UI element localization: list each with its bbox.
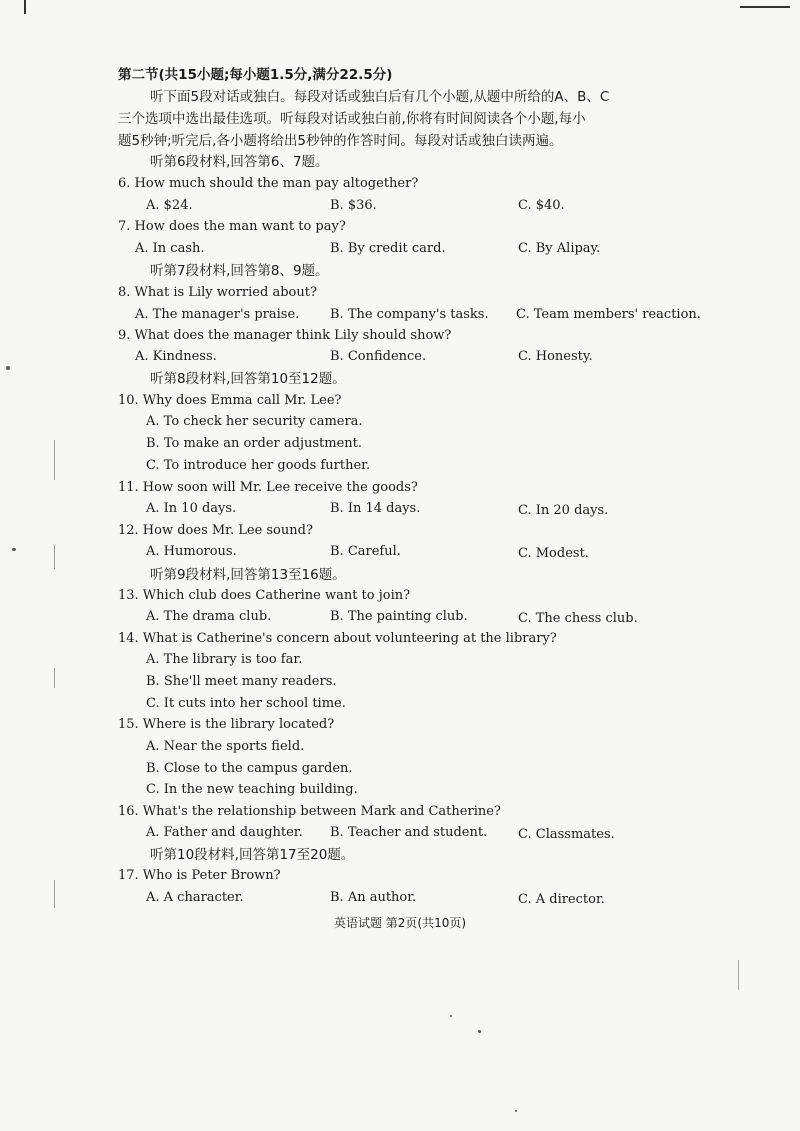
- q11-option-a[interactable]: A. In 10 days.: [146, 501, 237, 516]
- q12-option-a[interactable]: A. Humorous.: [146, 544, 237, 559]
- q9-option-b[interactable]: B. Confidence.: [330, 349, 427, 364]
- question-7: 7. How does the man want to pay?: [118, 219, 346, 234]
- q10-option-b[interactable]: B. To make an order adjustment.: [146, 436, 362, 451]
- scan-mark-top-left: [24, 0, 26, 14]
- q15-option-c[interactable]: C. In the new teaching building.: [146, 782, 358, 797]
- passage-7-heading: 听第7段材料,回答第8、9题。: [150, 263, 329, 279]
- q17-option-b[interactable]: B. An author.: [330, 890, 417, 905]
- q15-option-b[interactable]: B. Close to the campus garden.: [146, 761, 353, 776]
- q8-option-b[interactable]: B. The company's tasks.: [330, 307, 489, 322]
- q17-option-c[interactable]: C. A director.: [518, 892, 605, 907]
- question-11: 11. How soon will Mr. Lee receive the goods?: [118, 480, 418, 495]
- q8-option-a[interactable]: A. The manager's praise.: [135, 307, 300, 322]
- question-10: 10. Why does Emma call Mr. Lee?: [118, 393, 342, 408]
- q12-option-c[interactable]: C. Modest.: [518, 546, 589, 561]
- q9-option-a[interactable]: A. Kindness.: [135, 349, 217, 364]
- scan-speck-4: [450, 1015, 452, 1017]
- q13-option-b[interactable]: B. The painting club.: [330, 609, 468, 624]
- scan-mark-top-right: [740, 6, 790, 8]
- q16-option-c[interactable]: C. Classmates.: [518, 827, 615, 842]
- q6-option-b[interactable]: B. $36.: [330, 198, 377, 213]
- question-13: 13. Which club does Catherine want to join?: [118, 588, 411, 603]
- scan-speck-3: [478, 1030, 481, 1033]
- q6-option-c[interactable]: C. $40.: [518, 198, 565, 213]
- q7-option-b[interactable]: B. By credit card.: [330, 241, 446, 256]
- q14-option-b[interactable]: B. She'll meet many readers.: [146, 674, 337, 689]
- passage-6-heading: 听第6段材料,回答第6、7题。: [150, 154, 329, 170]
- scan-mark-left-2: [54, 545, 55, 569]
- question-9: 9. What does the manager think Lily should show?: [118, 328, 452, 343]
- scan-mark-left-3: [54, 668, 55, 688]
- instructions-line-3: 题5秒钟;听完后,各小题将给出5秒钟的作答时间。每段对话或独白读两遍。: [118, 133, 563, 149]
- passage-9-heading: 听第9段材料,回答第13至16题。: [150, 567, 346, 583]
- q13-option-c[interactable]: C. The chess club.: [518, 611, 638, 626]
- q11-option-b[interactable]: B. In 14 days.: [330, 501, 421, 516]
- q7-option-a[interactable]: A. In cash.: [135, 241, 205, 256]
- passage-8-heading: 听第8段材料,回答第10至12题。: [150, 371, 346, 387]
- q10-option-c[interactable]: C. To introduce her goods further.: [146, 458, 371, 473]
- q14-option-c[interactable]: C. It cuts into her school time.: [146, 696, 346, 711]
- instructions-line-2: 三个选项中选出最佳选项。听每段对话或独白前,你将有时间阅读各个小题,每小: [118, 111, 586, 127]
- passage-10-heading: 听第10段材料,回答第17至20题。: [150, 847, 355, 863]
- scan-speck-5: [515, 1110, 517, 1112]
- q7-option-c[interactable]: C. By Alipay.: [518, 241, 601, 256]
- q15-option-a[interactable]: A. Near the sports field.: [146, 739, 305, 754]
- q10-option-a[interactable]: A. To check her security camera.: [146, 414, 363, 429]
- question-17: 17. Who is Peter Brown?: [118, 868, 281, 883]
- scan-mark-left-4: [54, 880, 55, 908]
- page-footer: 英语试题 第2页(共10页): [333, 916, 467, 930]
- question-8: 8. What is Lily worried about?: [118, 285, 317, 300]
- scan-mark-left-1: [54, 440, 55, 480]
- q12-option-b[interactable]: B. Careful.: [330, 544, 401, 559]
- q11-option-c[interactable]: C. In 20 days.: [518, 503, 609, 518]
- q16-option-a[interactable]: A. Father and daughter.: [146, 825, 303, 840]
- q9-option-c[interactable]: C. Honesty.: [518, 349, 593, 364]
- scan-mark-right-1: [738, 960, 739, 990]
- scan-speck-2: [12, 548, 16, 551]
- question-16: 16. What's the relationship between Mark and Catherine?: [118, 804, 501, 819]
- section-title: 第二节(共15小题;每小题1.5分,满分22.5分): [118, 67, 393, 83]
- question-6: 6. How much should the man pay altogether?: [118, 176, 419, 191]
- q6-option-a[interactable]: A. $24.: [146, 198, 193, 213]
- q14-option-a[interactable]: A. The library is too far.: [146, 652, 303, 667]
- question-14: 14. What is Catherine's concern about volunteering at the library?: [118, 631, 557, 646]
- instructions-line-1: 听下面5段对话或独白。每段对话或独白后有几个小题,从题中所给的A、B、C: [150, 89, 610, 105]
- q8-option-c[interactable]: C. Team members' reaction.: [516, 307, 701, 322]
- scan-speck-1: [6, 366, 10, 370]
- q16-option-b[interactable]: B. Teacher and student.: [330, 825, 488, 840]
- q17-option-a[interactable]: A. A character.: [146, 890, 244, 905]
- question-12: 12. How does Mr. Lee sound?: [118, 523, 313, 538]
- q13-option-a[interactable]: A. The drama club.: [146, 609, 272, 624]
- question-15: 15. Where is the library located?: [118, 717, 335, 732]
